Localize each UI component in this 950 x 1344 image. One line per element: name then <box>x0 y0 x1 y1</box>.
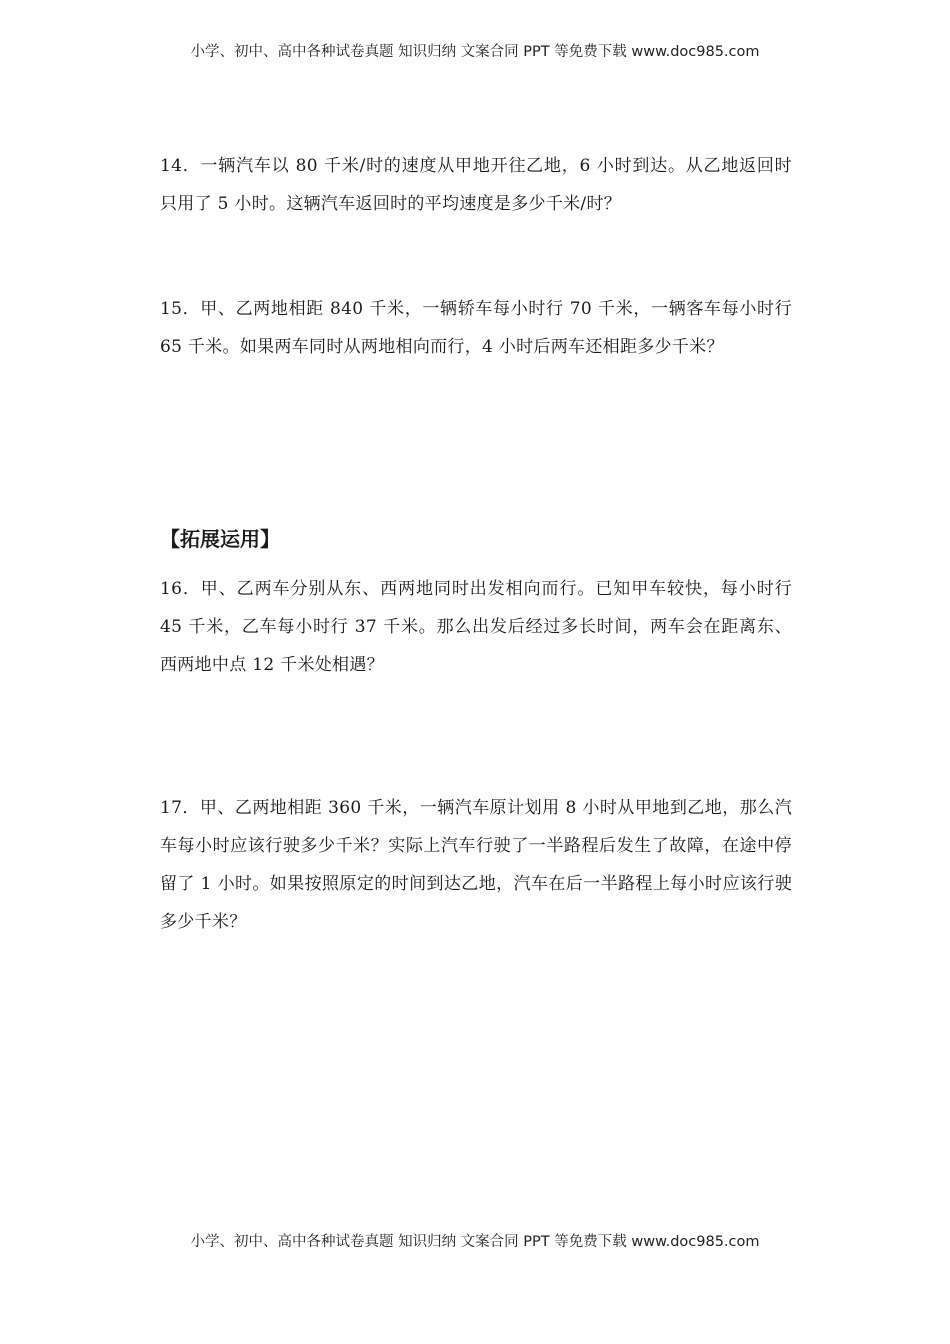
question-15: 15．甲、乙两地相距 840 千米，一辆轿车每小时行 70 千米，一辆客车每小时行 65 千米。如果两车同时从两地相向而行，4 小时后两车还相距多少千米？ <box>160 299 792 357</box>
section-title-extension: 【拓展运用】 <box>160 527 280 551</box>
question-17: 17．甲、乙两地相距 360 千米，一辆汽车原计划用 8 小时从甲地到乙地，那么汽车每小时应该行驶多少千米？实际上汽车行驶了一半路程后发生了故障，在途中停留了 1 小时。如果按照原定的时间到达乙地，汽车在后一半路程上每小时应该行驶多少千米？ <box>160 798 792 932</box>
page-footer-banner: 小学、初中、高中各种试卷真题 知识归纳 文案合同 PPT 等免费下载 www.doc985.com <box>190 1234 760 1250</box>
question-16: 16．甲、乙两车分别从东、西两地同时出发相向而行。已知甲车较快，每小时行 45 千米，乙车每小时行 37 千米。那么出发后经过多长时间，两车会在距离东、西两地中点 12 千米处相遇？ <box>160 579 792 675</box>
question-14: 14．一辆汽车以 80 千米/时的速度从甲地开往乙地，6 小时到达。从乙地返回时只用了 5 小时。这辆汽车返回时的平均速度是多少千米/时？ <box>160 156 792 214</box>
page-header-banner: 小学、初中、高中各种试卷真题 知识归纳 文案合同 PPT 等免费下载 www.doc985.com <box>190 44 760 60</box>
